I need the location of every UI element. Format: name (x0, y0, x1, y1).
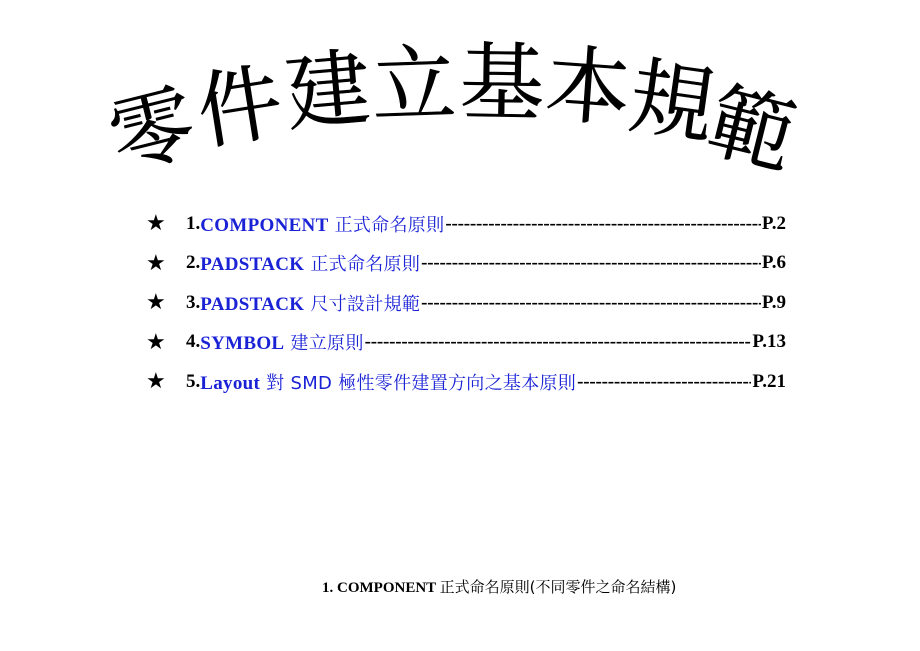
toc-name: SYMBOL 建立原則 (200, 333, 364, 355)
toc-item-2[interactable] (146, 244, 786, 284)
title-char: 規 (623, 46, 721, 156)
title-char: 件 (190, 52, 290, 162)
title-char: 立 (370, 34, 458, 136)
dotted-leader (577, 371, 751, 393)
toc-number: 1. (186, 212, 201, 234)
toc-item-3[interactable] (146, 283, 786, 323)
toc-page: P.9 (761, 291, 786, 313)
toc-name: COMPONENT 正式命名原則 (200, 214, 445, 236)
title-char: 本 (542, 35, 634, 139)
black-star-icon: ★ (146, 369, 166, 395)
toc-page: P.6 (761, 252, 786, 274)
dotted-leader (421, 292, 761, 314)
arched-title-wordart (99, 33, 810, 198)
table-of-contents (146, 204, 786, 402)
toc-name: PADSTACK 尺寸設計規範 (200, 293, 421, 315)
toc-number: 2. (186, 252, 201, 274)
page-title (99, 33, 810, 198)
toc-number: 5. (186, 370, 201, 392)
toc-name: Layout 對 SMD 極性零件建置方向之基本原則 (200, 372, 577, 394)
black-star-icon: ★ (146, 250, 166, 276)
section-heading-prefix: 1. COMPONENT (322, 580, 440, 596)
black-star-icon: ★ (146, 290, 166, 316)
title-char: 基 (459, 33, 545, 133)
black-star-icon: ★ (146, 329, 166, 355)
section-heading (322, 576, 676, 597)
section-heading-desc: 正式命名原則(不同零件之命名結構) (439, 578, 677, 596)
title-char: 零 (99, 72, 205, 189)
dotted-leader (445, 213, 760, 235)
toc-page: P.21 (752, 370, 786, 392)
toc-page: P.2 (761, 212, 786, 234)
toc-number: 3. (186, 291, 201, 313)
black-star-icon: ★ (146, 211, 166, 237)
toc-number: 4. (186, 331, 201, 353)
toc-item-4[interactable] (146, 323, 786, 363)
title-char: 建 (281, 38, 375, 144)
toc-item-5[interactable] (146, 362, 786, 402)
dotted-leader (365, 331, 752, 353)
toc-page: P.13 (752, 331, 786, 353)
toc-name: PADSTACK 正式命名原則 (200, 254, 421, 276)
title-char: 範 (699, 71, 805, 187)
dotted-leader (421, 252, 761, 274)
toc-item-1[interactable] (146, 204, 786, 244)
